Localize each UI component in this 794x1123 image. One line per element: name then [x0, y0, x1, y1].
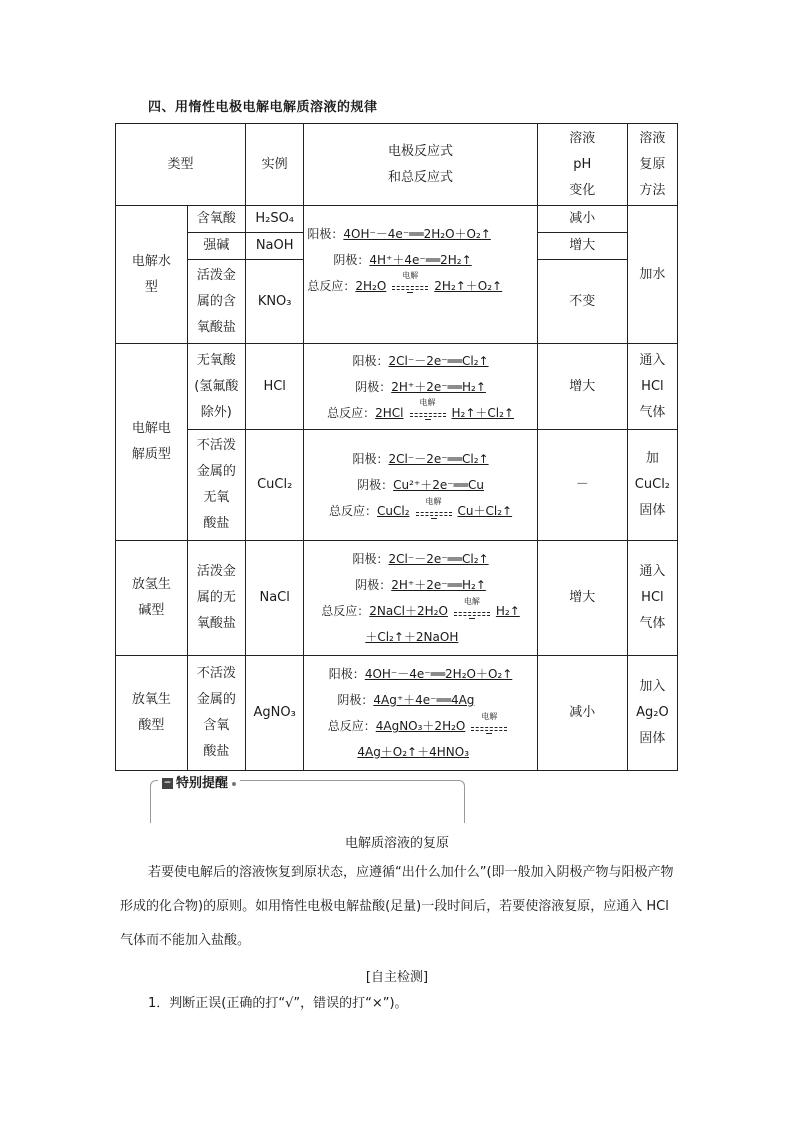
type-o2-acid: [116, 656, 188, 771]
anode-formula: 4OH⁻－4e⁻══2H₂O＋O₂↑: [364, 667, 513, 681]
total-equation-continued: [307, 624, 533, 650]
cathode-formula: 2H⁺＋2e⁻══H₂↑: [391, 379, 486, 394]
subtype-line: 不活泼: [196, 438, 236, 453]
total-left: 2HCl: [375, 405, 404, 420]
header-ph-line1: 溶液: [569, 130, 596, 146]
cathode-label: 阴极：: [337, 693, 374, 707]
restore-line: CuCl₂: [634, 477, 671, 492]
restore-line: 通入: [639, 564, 666, 579]
restore-line: 气体: [639, 404, 666, 420]
cathode-formula: 4H⁺＋4e⁻══2H₂↑: [369, 252, 472, 267]
subtype-line: 无氧酸: [196, 352, 236, 368]
restore-cell: [627, 430, 677, 541]
total-label: 总反应：: [307, 278, 356, 293]
example-cell: H₂SO₄: [246, 206, 304, 233]
header-reaction-line1: 电极反应式: [388, 143, 454, 159]
total-equation: [307, 598, 533, 624]
header-restore: [627, 124, 677, 206]
total-equation-continued: [307, 739, 533, 765]
subtype-name: 含氧酸: [187, 206, 245, 233]
header-ph-line2: pH: [573, 156, 592, 172]
header-example: 实例: [246, 124, 304, 206]
ph-cell: 不变: [537, 260, 627, 344]
subtype-line: 金属的: [196, 464, 236, 479]
cathode-formula: Cu²⁺＋2e⁻══Cu: [393, 478, 484, 492]
cathode-label: 阴极：: [357, 478, 394, 492]
section-title: 四、用惰性电极电解电解质溶液的规律: [148, 100, 378, 115]
anode-equation: [307, 348, 533, 374]
reaction-cucl2: [304, 430, 537, 541]
example-cell: HCl: [246, 344, 304, 430]
subtype-line: 除外): [200, 404, 232, 420]
tip-paragraph: 若要使电解后的溶液恢复到原状态，应遵循“出什么加什么”(即一般加入阴极产物与阳极产物形成的化合物)的原则。如用惰性电极电解盐酸(足量)一段时间后，若要使溶液复原，应通入 HCl 气体而不能加入盐酸。: [120, 865, 674, 948]
subtype-line: 属的无: [196, 590, 236, 605]
subtype-line: 酸盐: [203, 516, 230, 531]
cathode-equation: [307, 572, 533, 598]
total-left: 2NaCl＋2H₂O: [369, 604, 448, 618]
subtype-line: 氧酸盐: [196, 616, 236, 631]
reaction-hcl: [304, 344, 537, 430]
cathode-equation: [307, 374, 533, 400]
example-cell: CuCl₂: [246, 430, 304, 541]
subtype-name: [187, 344, 245, 430]
dot-icon: [232, 782, 236, 786]
total-label: 总反应：: [321, 604, 370, 618]
total-equation: [307, 273, 533, 299]
tip-label: [158, 772, 240, 791]
electrolysis-condition-sign: [408, 398, 448, 422]
example-cell: KNO₃: [246, 260, 304, 344]
electrolysis-condition-sign: [469, 711, 509, 736]
subtype-name: [187, 656, 245, 771]
ph-cell: －: [537, 430, 627, 541]
anode-label: 阳极：: [352, 353, 389, 368]
condition-text: 电解: [402, 271, 419, 280]
total-right: H₂↑＋Cl₂↑: [451, 405, 514, 420]
condition-text: 电解: [481, 711, 498, 721]
anode-equation: [307, 221, 533, 247]
table-row: [116, 541, 678, 656]
total-continued: 4Ag＋O₂↑＋4HNO₃: [357, 745, 470, 759]
type-h2-line2: 碱型: [138, 603, 165, 618]
cathode-label: 阴极：: [355, 379, 392, 394]
type-h2-line1: 放氢生: [131, 577, 171, 592]
anode-equation: [307, 446, 533, 472]
reaction-nacl: [304, 541, 537, 656]
total-equation: [307, 400, 533, 426]
subtype-name: [187, 430, 245, 541]
condition-text: 电解: [419, 398, 436, 407]
example-cell: AgNO₃: [246, 656, 304, 771]
type-o2-line2: 酸型: [138, 718, 165, 733]
restore-line: HCl: [641, 378, 664, 394]
restore-line: 固体: [639, 503, 666, 518]
type-water: [116, 206, 188, 344]
total-left: CuCl₂: [377, 504, 410, 518]
restore-line: 固体: [639, 731, 666, 746]
header-type: 类型: [116, 124, 246, 206]
total-left: 4AgNO₃＋2H₂O: [375, 719, 466, 733]
cathode-label: 阴极：: [355, 578, 392, 592]
anode-label: 阳极：: [328, 667, 365, 681]
header-reaction: [304, 124, 537, 206]
header-reaction-line2: 和总反应式: [388, 169, 454, 185]
total-right: H₂↑: [495, 604, 520, 618]
electrolysis-condition-sign: [452, 596, 492, 621]
anode-formula: 2Cl⁻－2e⁻══Cl₂↑: [388, 452, 489, 466]
ph-cell: 减小: [537, 206, 627, 233]
ph-cell: 增大: [537, 344, 627, 430]
minus-box-icon: −: [163, 778, 172, 788]
type-electrolyte: [116, 344, 188, 541]
anode-formula: 2Cl⁻－2e⁻══Cl₂↑: [388, 552, 489, 566]
restore-line: 加: [645, 451, 659, 466]
total-right: Cu＋Cl₂↑: [457, 504, 513, 518]
restore-line: 通入: [639, 352, 666, 368]
subtype-line: 不活泼: [196, 666, 236, 681]
total-equation: [307, 713, 533, 739]
anode-label: 阳极：: [352, 452, 389, 466]
tip-subtitle: 电解质溶液的复原: [344, 836, 449, 851]
anode-formula: 4OH⁻－4e⁻══2H₂O＋O₂↑: [343, 226, 491, 241]
subtype-line: 活泼金: [196, 267, 236, 283]
anode-formula: 2Cl⁻－2e⁻══Cl₂↑: [388, 353, 489, 368]
restore-line: 加入: [639, 679, 666, 694]
subtype-line: 活泼金: [196, 564, 236, 579]
type-electrolyte-line2: 解质型: [131, 447, 171, 462]
reaction-water: [304, 206, 537, 344]
type-o2-line1: 放氧生: [131, 692, 171, 707]
restore-cell: [627, 344, 677, 430]
anode-label: 阳极：: [352, 552, 389, 566]
ph-cell: 增大: [537, 233, 627, 260]
subtype-name: [187, 260, 245, 344]
anode-equation: [307, 661, 533, 687]
type-electrolyte-line1: 电解电: [131, 421, 171, 436]
example-cell: NaCl: [246, 541, 304, 656]
cathode-label: 阴极：: [333, 252, 370, 267]
header-ph-line3: 变化: [569, 182, 596, 198]
ph-cell: 减小: [537, 656, 627, 771]
subtype-line: 含氧: [203, 718, 230, 733]
restore-cell: [627, 656, 677, 771]
table-header-row: [116, 124, 678, 206]
question-1: 1．判断正误(正确的打“√”，错误的打“×”)。: [148, 996, 408, 1011]
header-restore-line1: 溶液: [639, 130, 666, 146]
type-water-line2: 型: [144, 279, 158, 295]
cathode-formula: 2H⁺＋2e⁻══H₂↑: [391, 578, 486, 592]
anode-equation: [307, 546, 533, 572]
restore-cell: [627, 541, 677, 656]
self-check-title: [自主检测]: [365, 970, 429, 985]
header-restore-line3: 方法: [639, 182, 666, 198]
reaction-agno3: [304, 656, 537, 771]
restore-line: Ag₂O: [636, 705, 669, 720]
cathode-equation: [307, 687, 533, 713]
electrolysis-condition-sign: [390, 271, 430, 295]
subtype-line: 无氧: [203, 490, 230, 505]
anode-label: 阳极：: [307, 226, 344, 241]
type-water-line1: 电解水: [131, 253, 171, 269]
table-row: [116, 344, 678, 430]
subtype-name: [187, 541, 245, 656]
header-restore-line2: 复原: [639, 156, 666, 172]
total-left: 2H₂O: [355, 278, 387, 293]
total-continued: ＋Cl₂↑＋2NaOH: [365, 630, 459, 644]
restore-line: HCl: [641, 590, 664, 605]
restore-cell: 加水: [627, 206, 677, 344]
total-label: 总反应：: [328, 504, 377, 518]
total-label: 总反应：: [327, 405, 376, 420]
subtype-line: 氧酸盐: [196, 319, 236, 335]
total-right: 2H₂↑＋O₂↑: [434, 278, 503, 293]
header-ph: [537, 124, 627, 206]
subtype-line: (氢氟酸: [194, 378, 239, 394]
subtype-name: 强碱: [187, 233, 245, 260]
table-row: [116, 656, 678, 771]
subtype-line: 金属的: [196, 692, 236, 707]
condition-text: 电解: [463, 596, 480, 606]
electrolysis-condition-sign: [414, 496, 454, 521]
ph-cell: 增大: [537, 541, 627, 656]
type-h2-base: [116, 541, 188, 656]
cathode-formula: 4Ag⁺＋4e⁻══4Ag: [373, 693, 475, 707]
tip-label-text: 特别提醒: [176, 776, 229, 791]
total-label: 总反应：: [327, 719, 376, 733]
cathode-equation: [307, 247, 533, 273]
electrolysis-rules-table: [115, 123, 678, 771]
subtype-line: 属的含: [196, 293, 236, 309]
restore-line: 气体: [639, 616, 666, 631]
condition-text: 电解: [425, 496, 442, 506]
table-row: [116, 206, 678, 233]
cathode-equation: [307, 472, 533, 498]
subtype-line: 酸盐: [203, 744, 230, 759]
example-cell: NaOH: [246, 233, 304, 260]
total-equation: [307, 498, 533, 524]
table-row: [116, 430, 678, 541]
